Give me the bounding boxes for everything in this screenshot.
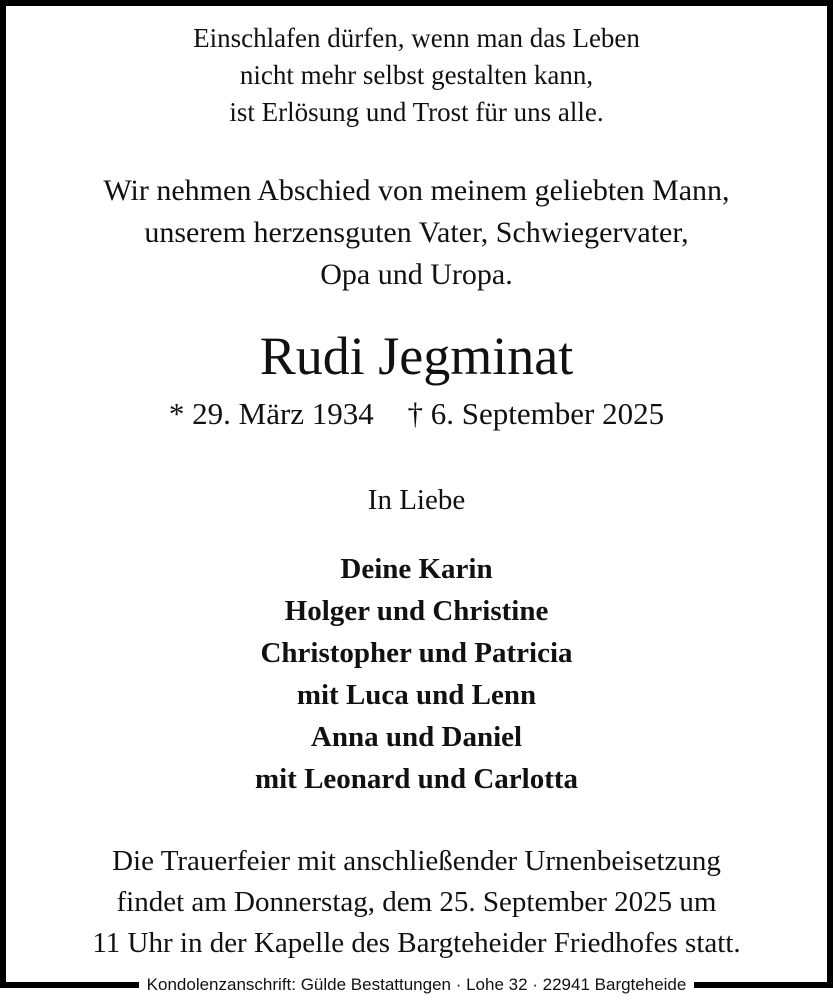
closing-phrase: In Liebe (367, 484, 466, 516)
family-line: Christopher und Patricia (260, 637, 573, 669)
poem-verse (6, 20, 827, 131)
border-segment-right (694, 982, 833, 988)
poem-line: ist Erlösung und Trost für uns alle. (229, 97, 604, 127)
life-dates (6, 394, 827, 434)
family-line: Anna und Daniel (310, 721, 523, 753)
birth-date: * 29. März 1934 (168, 396, 374, 431)
border-segment-left (0, 982, 139, 988)
poem-line: Einschlafen dürfen, wenn man das Leben (193, 23, 640, 53)
bottom-border (0, 975, 833, 994)
family-line: Holger und Christine (284, 595, 549, 627)
family-line: mit Luca und Lenn (296, 679, 537, 711)
poem-line: nicht mehr selbst gestalten kann, (239, 60, 594, 90)
funeral-line: findet am Donnerstag, dem 25. September 2025 um (116, 886, 717, 918)
family-signatures (6, 548, 827, 800)
funeral-line: 11 Uhr in der Kapelle des Bargteheider Friedhofes statt. (92, 927, 741, 959)
farewell-line: Wir nehmen Abschied von meinem geliebten Mann, (103, 174, 730, 207)
family-line: mit Leonard und Carlotta (254, 763, 579, 795)
farewell-line: unserem herzensguten Vater, Schwiegervater, (144, 216, 689, 249)
funeral-line: Die Trauerfeier mit anschließender Urnenbeisetzung (112, 845, 721, 877)
funeral-information (6, 841, 827, 964)
farewell-line: Opa und Uropa. (320, 258, 513, 291)
deceased-name: Rudi Jegminat (259, 326, 574, 386)
death-date: † 6. September 2025 (407, 396, 665, 431)
condolence-address: Kondolenzanschrift: Gülde Bestattungen · Lohe 32 · 22941 Bargteheide (139, 974, 695, 996)
family-line: Deine Karin (340, 553, 493, 585)
farewell-text (6, 170, 827, 296)
